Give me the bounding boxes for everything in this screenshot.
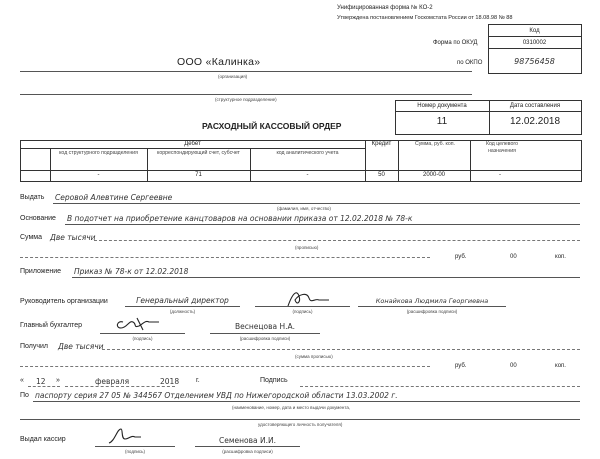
row-purpose: - bbox=[499, 172, 501, 178]
amount-rub-label: руб. bbox=[455, 254, 467, 260]
sum-label: Сумма, руб. коп. bbox=[415, 141, 455, 147]
okud-value: 0310002 bbox=[522, 40, 547, 46]
row-division: - bbox=[97, 172, 100, 178]
date-year-suffix: г. bbox=[196, 377, 200, 384]
cashier-label: Выдал кассир bbox=[20, 436, 66, 443]
recipient-caption: (фамилия, имя, отчество) bbox=[277, 206, 331, 211]
received-kop-value: 00 bbox=[510, 363, 517, 369]
passport-label: По bbox=[20, 392, 29, 399]
basis-text: В подотчет на приобретение канцтоваров на основании приказа от 12.02.2018 № 78-к bbox=[67, 214, 413, 223]
attachment-text: Приказ № 78-к от 12.02.2018 bbox=[74, 267, 189, 276]
head-name: Конайкова Людмила Георгиевна bbox=[375, 297, 489, 305]
received-rub-label: руб. bbox=[455, 363, 467, 369]
row-sum: 2000-00 bbox=[422, 172, 446, 178]
doc-date-label: Дата составления bbox=[509, 103, 561, 109]
amount-kop-label: коп. bbox=[555, 254, 566, 260]
form-name: Унифицированная форма № КО-2 bbox=[337, 5, 433, 11]
amount-kop-value: 00 bbox=[510, 254, 517, 260]
head-position: Генеральный директор bbox=[136, 296, 229, 305]
col-analytic: код аналитического учета bbox=[276, 150, 339, 156]
amount-label: Сумма bbox=[20, 234, 42, 241]
signature-label: Подпись bbox=[260, 377, 288, 384]
okud-label: Форма по ОКУД bbox=[433, 40, 478, 46]
form-approval: Утверждена постановлением Госкомстата России от 18.08.98 № 88 bbox=[337, 15, 513, 21]
passport-caption: (наименование, номер, дата и место выдачи документа, bbox=[232, 405, 351, 410]
purpose-label: Код целевого назначения bbox=[485, 141, 519, 154]
doc-number: 11 bbox=[436, 116, 448, 127]
date-close-quote: » bbox=[56, 377, 60, 384]
row-account: 71 bbox=[195, 172, 202, 178]
head-label: Руководитель организации bbox=[20, 298, 108, 305]
okpo-value: 98756458 bbox=[514, 57, 555, 66]
head-name-caption: (расшифровка подписи) bbox=[406, 309, 458, 314]
doc-date: 12.02.2018 bbox=[509, 116, 561, 127]
doc-title: РАСХОДНЫЙ КАССОВЫЙ ОРДЕР bbox=[202, 121, 342, 131]
issue-label: Выдать bbox=[20, 194, 45, 201]
doc-number-label: Номер документа bbox=[417, 103, 467, 109]
attachment-label: Приложение bbox=[20, 268, 62, 275]
row-analytic: - bbox=[306, 172, 309, 178]
row-credit: 50 bbox=[378, 172, 385, 178]
credit-label: Кредит bbox=[371, 141, 392, 147]
passport-text: паспорту серия 27 05 № 344567 Отделением УВД по Нижегородской области 13.03.2002 г. bbox=[35, 391, 398, 400]
col-division: код структурного подразделения bbox=[59, 150, 138, 156]
cashier-signature-caption: (подпись) bbox=[124, 449, 145, 454]
date-month: февраля bbox=[95, 377, 130, 386]
head-signature-caption: (подпись) bbox=[292, 309, 313, 314]
col-account: корреспондирующий счет, субсчет bbox=[157, 150, 240, 156]
received-label: Получил bbox=[20, 343, 48, 350]
accountant-signature-caption: (подпись) bbox=[132, 336, 153, 341]
received-kop-label: коп. bbox=[555, 363, 566, 369]
date-day: 12 bbox=[36, 377, 46, 386]
org-caption: (организация) bbox=[218, 74, 248, 79]
accountant-name-caption: (расшифровка подписи) bbox=[239, 336, 291, 341]
division-caption: (структурное подразделение) bbox=[215, 97, 277, 102]
head-position-caption: (должность) bbox=[169, 309, 196, 314]
cashier-name-caption: (расшифровка подписи) bbox=[222, 449, 273, 454]
debit-label: Дебет bbox=[184, 141, 201, 147]
cashier-signature-icon bbox=[105, 425, 145, 447]
amount-text: Две тысячи bbox=[50, 233, 96, 242]
okpo-label: по ОКПО bbox=[457, 60, 483, 66]
date-open-quote: « bbox=[20, 377, 24, 384]
code-label: Код bbox=[529, 28, 540, 34]
accountant-label: Главный бухгалтер bbox=[20, 322, 82, 329]
received-text: Две тысячи bbox=[58, 342, 104, 351]
accountant-name: Веснецова Н.А. bbox=[234, 322, 296, 331]
identity-caption: удостоверяющего личность получателя) bbox=[258, 422, 343, 427]
received-caption: (сумма прописью) bbox=[295, 354, 333, 359]
org-name: ООО «Калинка» bbox=[177, 56, 261, 68]
recipient-name: Серовой Алевтине Сергеевне bbox=[55, 193, 173, 202]
accountant-signature-icon bbox=[113, 314, 163, 334]
cashier-name: Семенова И.И. bbox=[218, 436, 276, 445]
amount-caption: (прописью) bbox=[295, 245, 319, 250]
basis-label: Основание bbox=[20, 215, 56, 222]
date-year: 2018 bbox=[160, 377, 180, 386]
